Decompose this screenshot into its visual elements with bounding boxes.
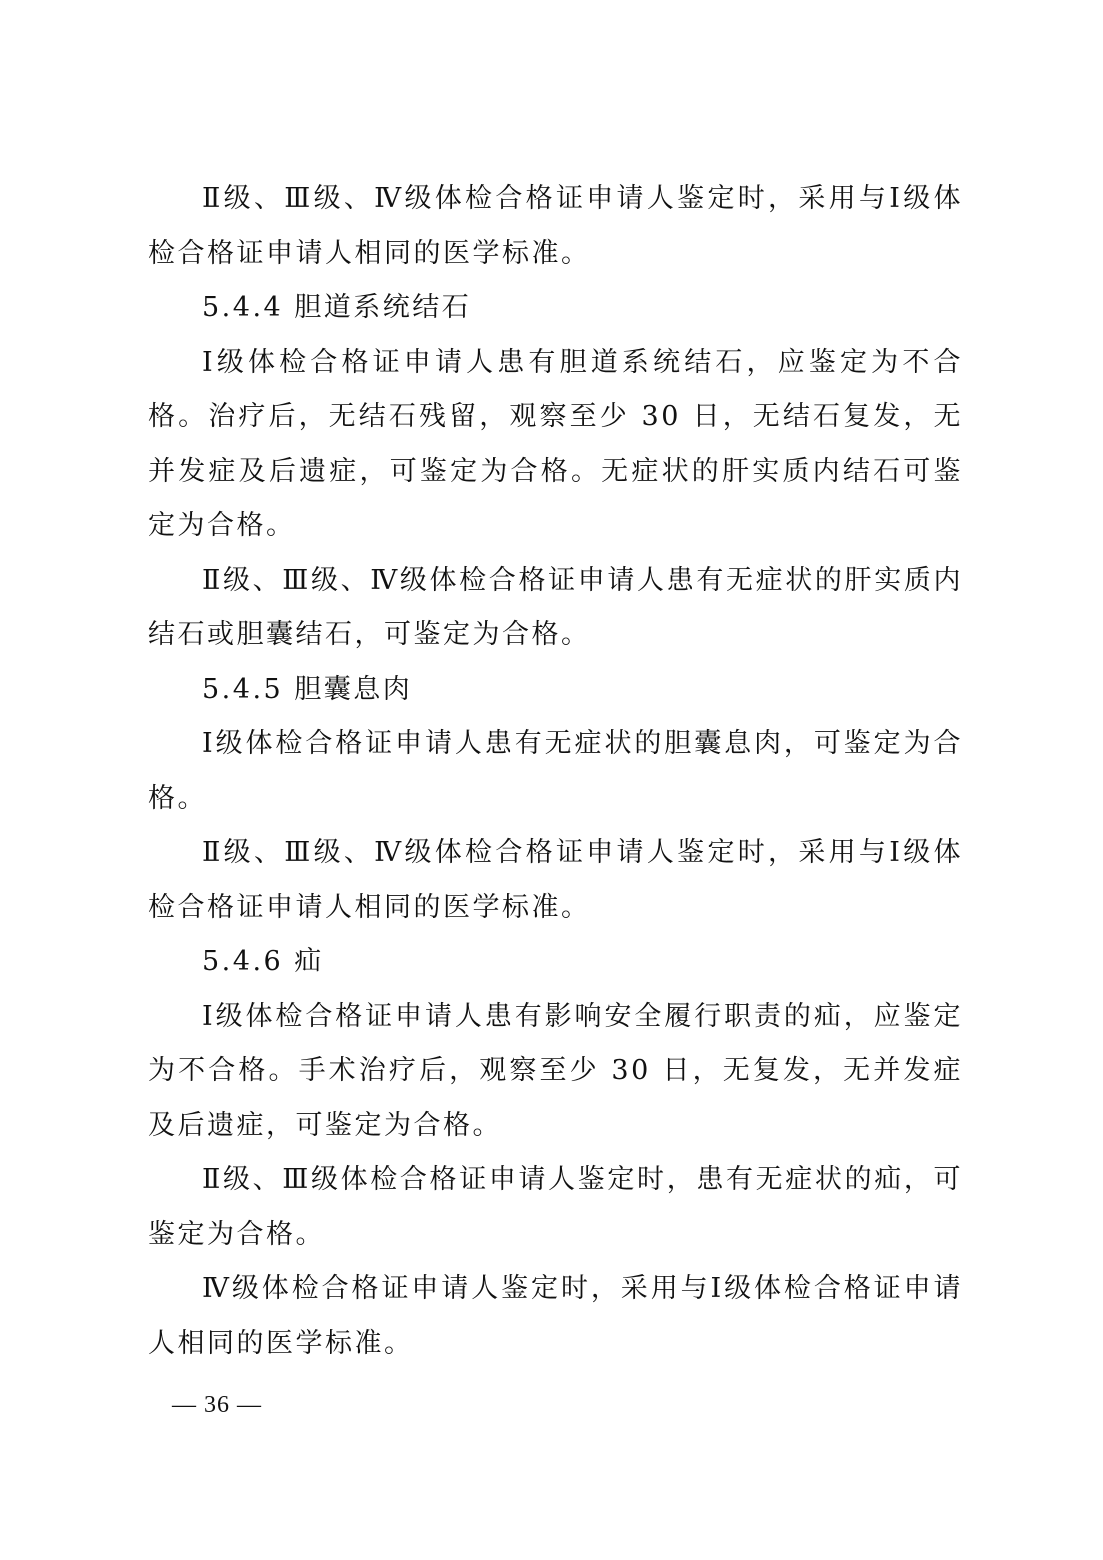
section-heading-5-4-5: 5.4.5 胆囊息肉 [202, 673, 413, 705]
paragraph: Ⅱ级、Ⅲ级、Ⅳ级体检合格证申请人患有无症状的肝实质内结石或胆囊结石，可鉴定为合格。 [148, 564, 963, 650]
paragraph: Ⅰ级体检合格证申请人患有影响安全履行职责的疝，应鉴定为不合格。手术治疗后，观察至少 30 日，无复发，无并发症及后遗症，可鉴定为合格。 [148, 1000, 963, 1141]
document-body [148, 172, 963, 1371]
page-number: — 36 — [172, 1392, 262, 1418]
paragraph: Ⅱ级、Ⅲ级、Ⅳ级体检合格证申请人鉴定时，采用与Ⅰ级体检合格证申请人相同的医学标准。 [148, 183, 963, 269]
section-heading-5-4-4: 5.4.4 胆道系统结石 [202, 292, 472, 323]
paragraph: Ⅰ级体检合格证申请人患有无症状的胆囊息肉，可鉴定为合格。 [148, 728, 963, 814]
section-heading-5-4-6: 5.4.6 疝 [202, 946, 324, 977]
paragraph: Ⅱ级、Ⅲ级、Ⅳ级体检合格证申请人鉴定时，采用与Ⅰ级体检合格证申请人相同的医学标准。 [148, 837, 963, 923]
paragraph: Ⅱ级、Ⅲ级体检合格证申请人鉴定时，患有无症状的疝，可鉴定为合格。 [148, 1164, 963, 1250]
paragraph: Ⅳ级体检合格证申请人鉴定时，采用与Ⅰ级体检合格证申请人相同的医学标准。 [148, 1273, 963, 1359]
paragraph: Ⅰ级体检合格证申请人患有胆道系统结石，应鉴定为不合格。治疗后，无结石残留，观察至少 30 日，无结石复发，无并发症及后遗症，可鉴定为合格。无症状的肝实质内结石可鉴定为合格。 [148, 346, 963, 541]
